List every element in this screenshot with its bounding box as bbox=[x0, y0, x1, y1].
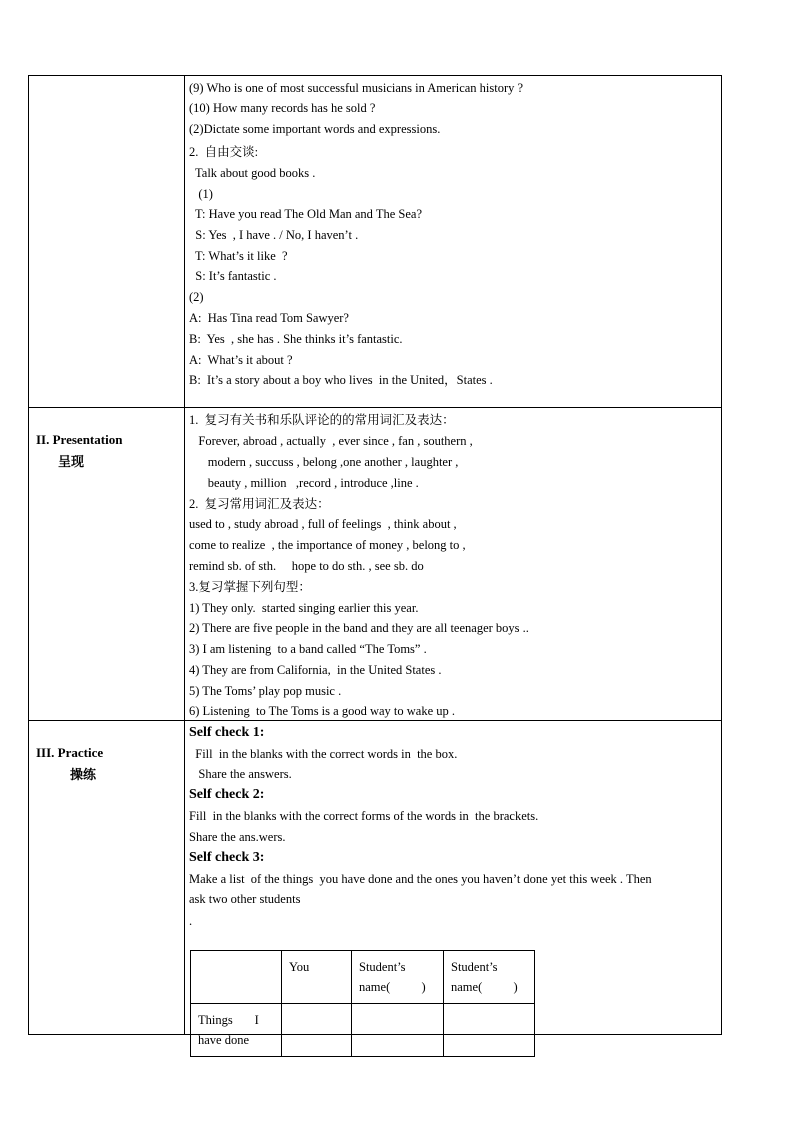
warmup-line: S: Yes , I have . / No, I haven’t . bbox=[189, 228, 359, 242]
row-divider-practice bbox=[28, 720, 722, 721]
warmup-line: (9) Who is one of most successful musicians in American history ? bbox=[189, 81, 524, 95]
self-check-2-instruction: Share the ans.wers. bbox=[189, 830, 286, 844]
warmup-line: 2. 自由交谈: bbox=[189, 145, 259, 159]
presentation-line: Forever, abroad , actually , ever since , fan , southern , bbox=[189, 434, 473, 448]
stage-label-practice: III. Practice bbox=[36, 745, 104, 760]
presentation-line: 6) Listening to The Toms is a good way to wake up . bbox=[189, 704, 455, 718]
warmup-line: S: It’s fantastic . bbox=[189, 269, 277, 283]
warmup-line: (1) bbox=[189, 187, 213, 201]
presentation-line: beauty , million ,record , introduce ,line . bbox=[189, 476, 419, 490]
presentation-line: 1. 复习有关书和乐队评论的的常用词汇及表达： bbox=[189, 413, 455, 427]
presentation-line: come to realize , the importance of money , belong to , bbox=[189, 538, 466, 552]
self-check-2-instruction: Fill in the blanks with the correct forms of the words in the brackets. bbox=[189, 809, 539, 823]
stage-label-presentation-zh: 呈现 bbox=[58, 454, 85, 469]
presentation-line: 5) The Toms’ play pop music . bbox=[189, 684, 342, 698]
column-header-student-1: Student’s name( ) bbox=[352, 951, 444, 1004]
warmup-line: A: Has Tina read Tom Sawyer? bbox=[189, 311, 349, 325]
presentation-line: used to , study abroad , full of feelings , think about , bbox=[189, 517, 457, 531]
table-cell-empty bbox=[352, 1004, 444, 1057]
warmup-line: T: Have you read The Old Man and The Sea? bbox=[189, 207, 422, 221]
self-check-3-instruction: ask two other students bbox=[189, 892, 301, 906]
self-check-1-heading: Self check 1: bbox=[189, 725, 265, 740]
warmup-line: B: It’s a story about a boy who lives in the United，States . bbox=[189, 373, 493, 387]
self-check-1-instruction: Fill in the blanks with the correct words in the box. bbox=[189, 747, 458, 761]
table-cell-empty bbox=[282, 1004, 352, 1057]
warmup-line: B: Yes , she has . She thinks it’s fantastic. bbox=[189, 332, 403, 346]
presentation-line: remind sb. of sth. hope to do sth. , see sb. do bbox=[189, 559, 424, 573]
row-divider-presentation bbox=[28, 407, 722, 408]
warmup-line: (2) bbox=[189, 290, 204, 304]
presentation-line: 2. 复习常用词汇及表达： bbox=[189, 497, 330, 511]
presentation-line: 1) They only. started singing earlier this year. bbox=[189, 601, 419, 615]
table-row bbox=[191, 951, 535, 1004]
warmup-line: (10) How many records has he sold ? bbox=[189, 101, 376, 115]
self-check-1-instruction: Share the answers. bbox=[189, 767, 292, 781]
table-left-border bbox=[28, 75, 29, 1035]
presentation-line: 3.复习掌握下列句型： bbox=[189, 580, 311, 594]
table-column-divider bbox=[184, 75, 185, 1035]
lesson-plan-table bbox=[28, 75, 722, 1047]
stage-label-practice-zh: 操练 bbox=[70, 767, 97, 782]
column-header-you: You bbox=[282, 951, 352, 1004]
presentation-line: 4) They are from California, in the United States . bbox=[189, 663, 442, 677]
warmup-line: Talk about good books . bbox=[189, 166, 316, 180]
stage-label-presentation: II. Presentation bbox=[36, 432, 123, 447]
row-label-things-done: Things I have done bbox=[191, 1004, 282, 1057]
presentation-line: modern , succuss , belong ,one another , laughter , bbox=[189, 455, 459, 469]
presentation-line: 3) I am listening to a band called “The Toms” . bbox=[189, 642, 427, 656]
things-done-table bbox=[190, 950, 535, 1057]
table-top-border bbox=[28, 75, 722, 76]
table-cell-empty bbox=[191, 951, 282, 1004]
presentation-line: 2) There are five people in the band and they are all teenager boys .. bbox=[189, 621, 529, 635]
warmup-line: T: What’s it like ? bbox=[189, 249, 288, 263]
table-row bbox=[191, 1004, 535, 1057]
self-check-3-instruction: Make a list of the things you have done and the ones you haven’t done yet this week . Then bbox=[189, 872, 652, 886]
self-check-3-dot: . bbox=[189, 914, 193, 928]
warmup-line: A: What’s it about ? bbox=[189, 353, 293, 367]
self-check-2-heading: Self check 2: bbox=[189, 787, 265, 802]
column-header-student-2: Student’s name( ) bbox=[444, 951, 535, 1004]
table-right-border bbox=[721, 75, 722, 1035]
table-cell-empty bbox=[444, 1004, 535, 1057]
self-check-3-heading: Self check 3: bbox=[189, 850, 265, 865]
warmup-line: (2)Dictate some important words and expressions. bbox=[189, 122, 441, 136]
